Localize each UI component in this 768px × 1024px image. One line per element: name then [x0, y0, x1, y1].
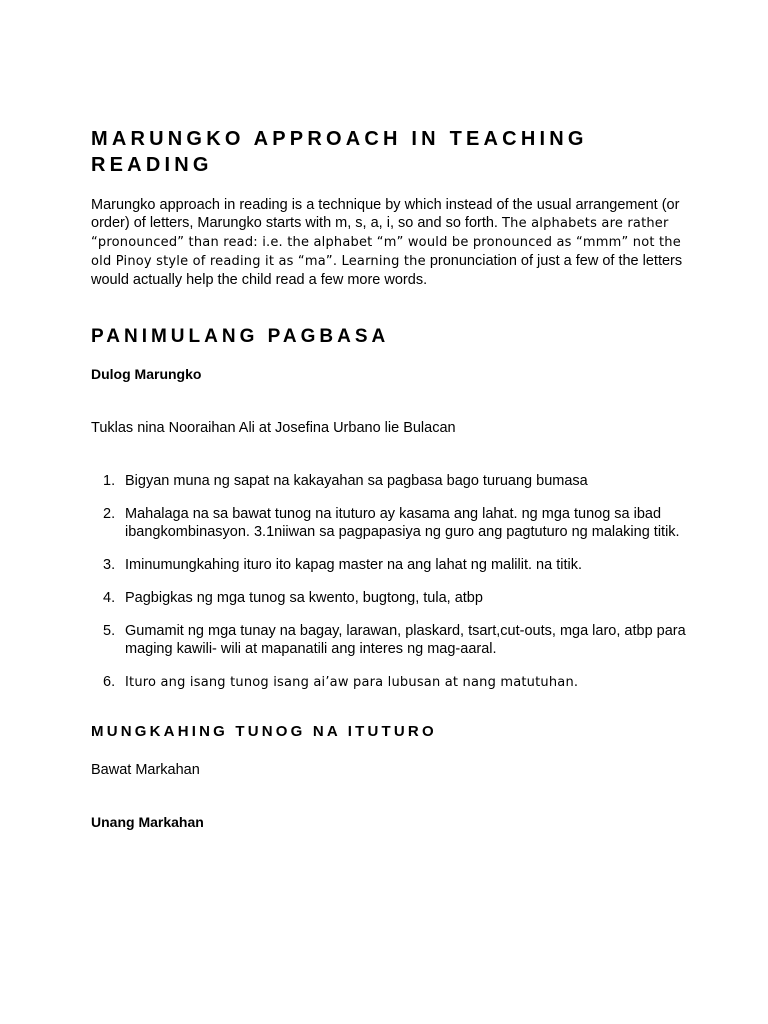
intro-paragraph-part1: Marungko approach in reading is a technique by which instead of the usual arrangement (or order) of letters, Marungko starts with m, s, a, i, so and so forth.: [91, 197, 680, 231]
list-item-number: 1.: [103, 473, 116, 489]
document-page: [91, 126, 691, 831]
list-item-number: 3.: [103, 557, 116, 573]
intro-paragraph-part2: The alphabets are rather “pronounced” than read: i.e. the alphabet “m” would be pronounced as “mmm” not the old Pinoy style of reading it as “ma”. Learning the: [91, 216, 681, 269]
list-item-number: 2.: [103, 506, 116, 522]
main-heading-line2: READING: [91, 154, 213, 176]
subheading-dulog-marungko: Dulog Marungko: [91, 366, 202, 382]
list-item-text: Iminumungkahing ituro ito kapag master na ang lahat ng malilit. na titik.: [125, 557, 582, 573]
list-item: [91, 589, 691, 607]
list-item: [91, 472, 691, 490]
list-item: [91, 673, 691, 692]
list-item-text: Pagbigkas ng mga tunog sa kwento, bugtong, tula, atbp: [125, 590, 483, 606]
section-heading-mungkahing-tunog: MUNGKAHING TUNOG NA ITUTURO: [91, 723, 437, 740]
list-item-number: 6.: [103, 674, 116, 690]
list-item-text: Bigyan muna ng sapat na kakayahan sa pagbasa bago turuang bumasa: [125, 473, 588, 489]
list-item-text: Gumamit ng mga tunay na bagay, larawan, plaskard, tsart,cut-outs, mga laro, atbp para maging kawili- wili at mapanatili ang interes ng mag-aaral.: [125, 623, 686, 657]
list-item-number: 4.: [103, 590, 116, 606]
list-item: [91, 505, 691, 541]
list-item-text: Ituro ang isang tunog isang ai’aw para lubusan at nang matutuhan.: [125, 675, 579, 690]
credit-line: Tuklas nina Nooraihan Ali at Josefina Urbano lie Bulacan: [91, 420, 456, 436]
list-item-number: 5.: [103, 623, 116, 639]
main-heading-line1: MARUNGKO APPROACH IN TEACHING: [91, 128, 588, 150]
intro-paragraph: [91, 196, 691, 289]
list-item: [91, 556, 691, 574]
main-heading: [91, 126, 691, 178]
section-heading-panimulang-pagbasa: PANIMULANG PAGBASA: [91, 326, 390, 347]
bawat-markahan-line: Bawat Markahan: [91, 762, 200, 778]
subheading-unang-markahan: Unang Markahan: [91, 814, 204, 830]
list-item: [91, 622, 691, 658]
list-item-text: Mahalaga na sa bawat tunog na ituturo ay kasama ang lahat. ng mga tunog sa ibad ibangkombinasyon. 3.1niiwan sa pagpapasiya ng guro ang pagtuturo ng malaking titik.: [125, 506, 680, 540]
intro-paragraph-part3: pronunciation of just a few of the letters would actually help the child read a few more words.: [91, 253, 683, 288]
numbered-list: [91, 472, 691, 692]
